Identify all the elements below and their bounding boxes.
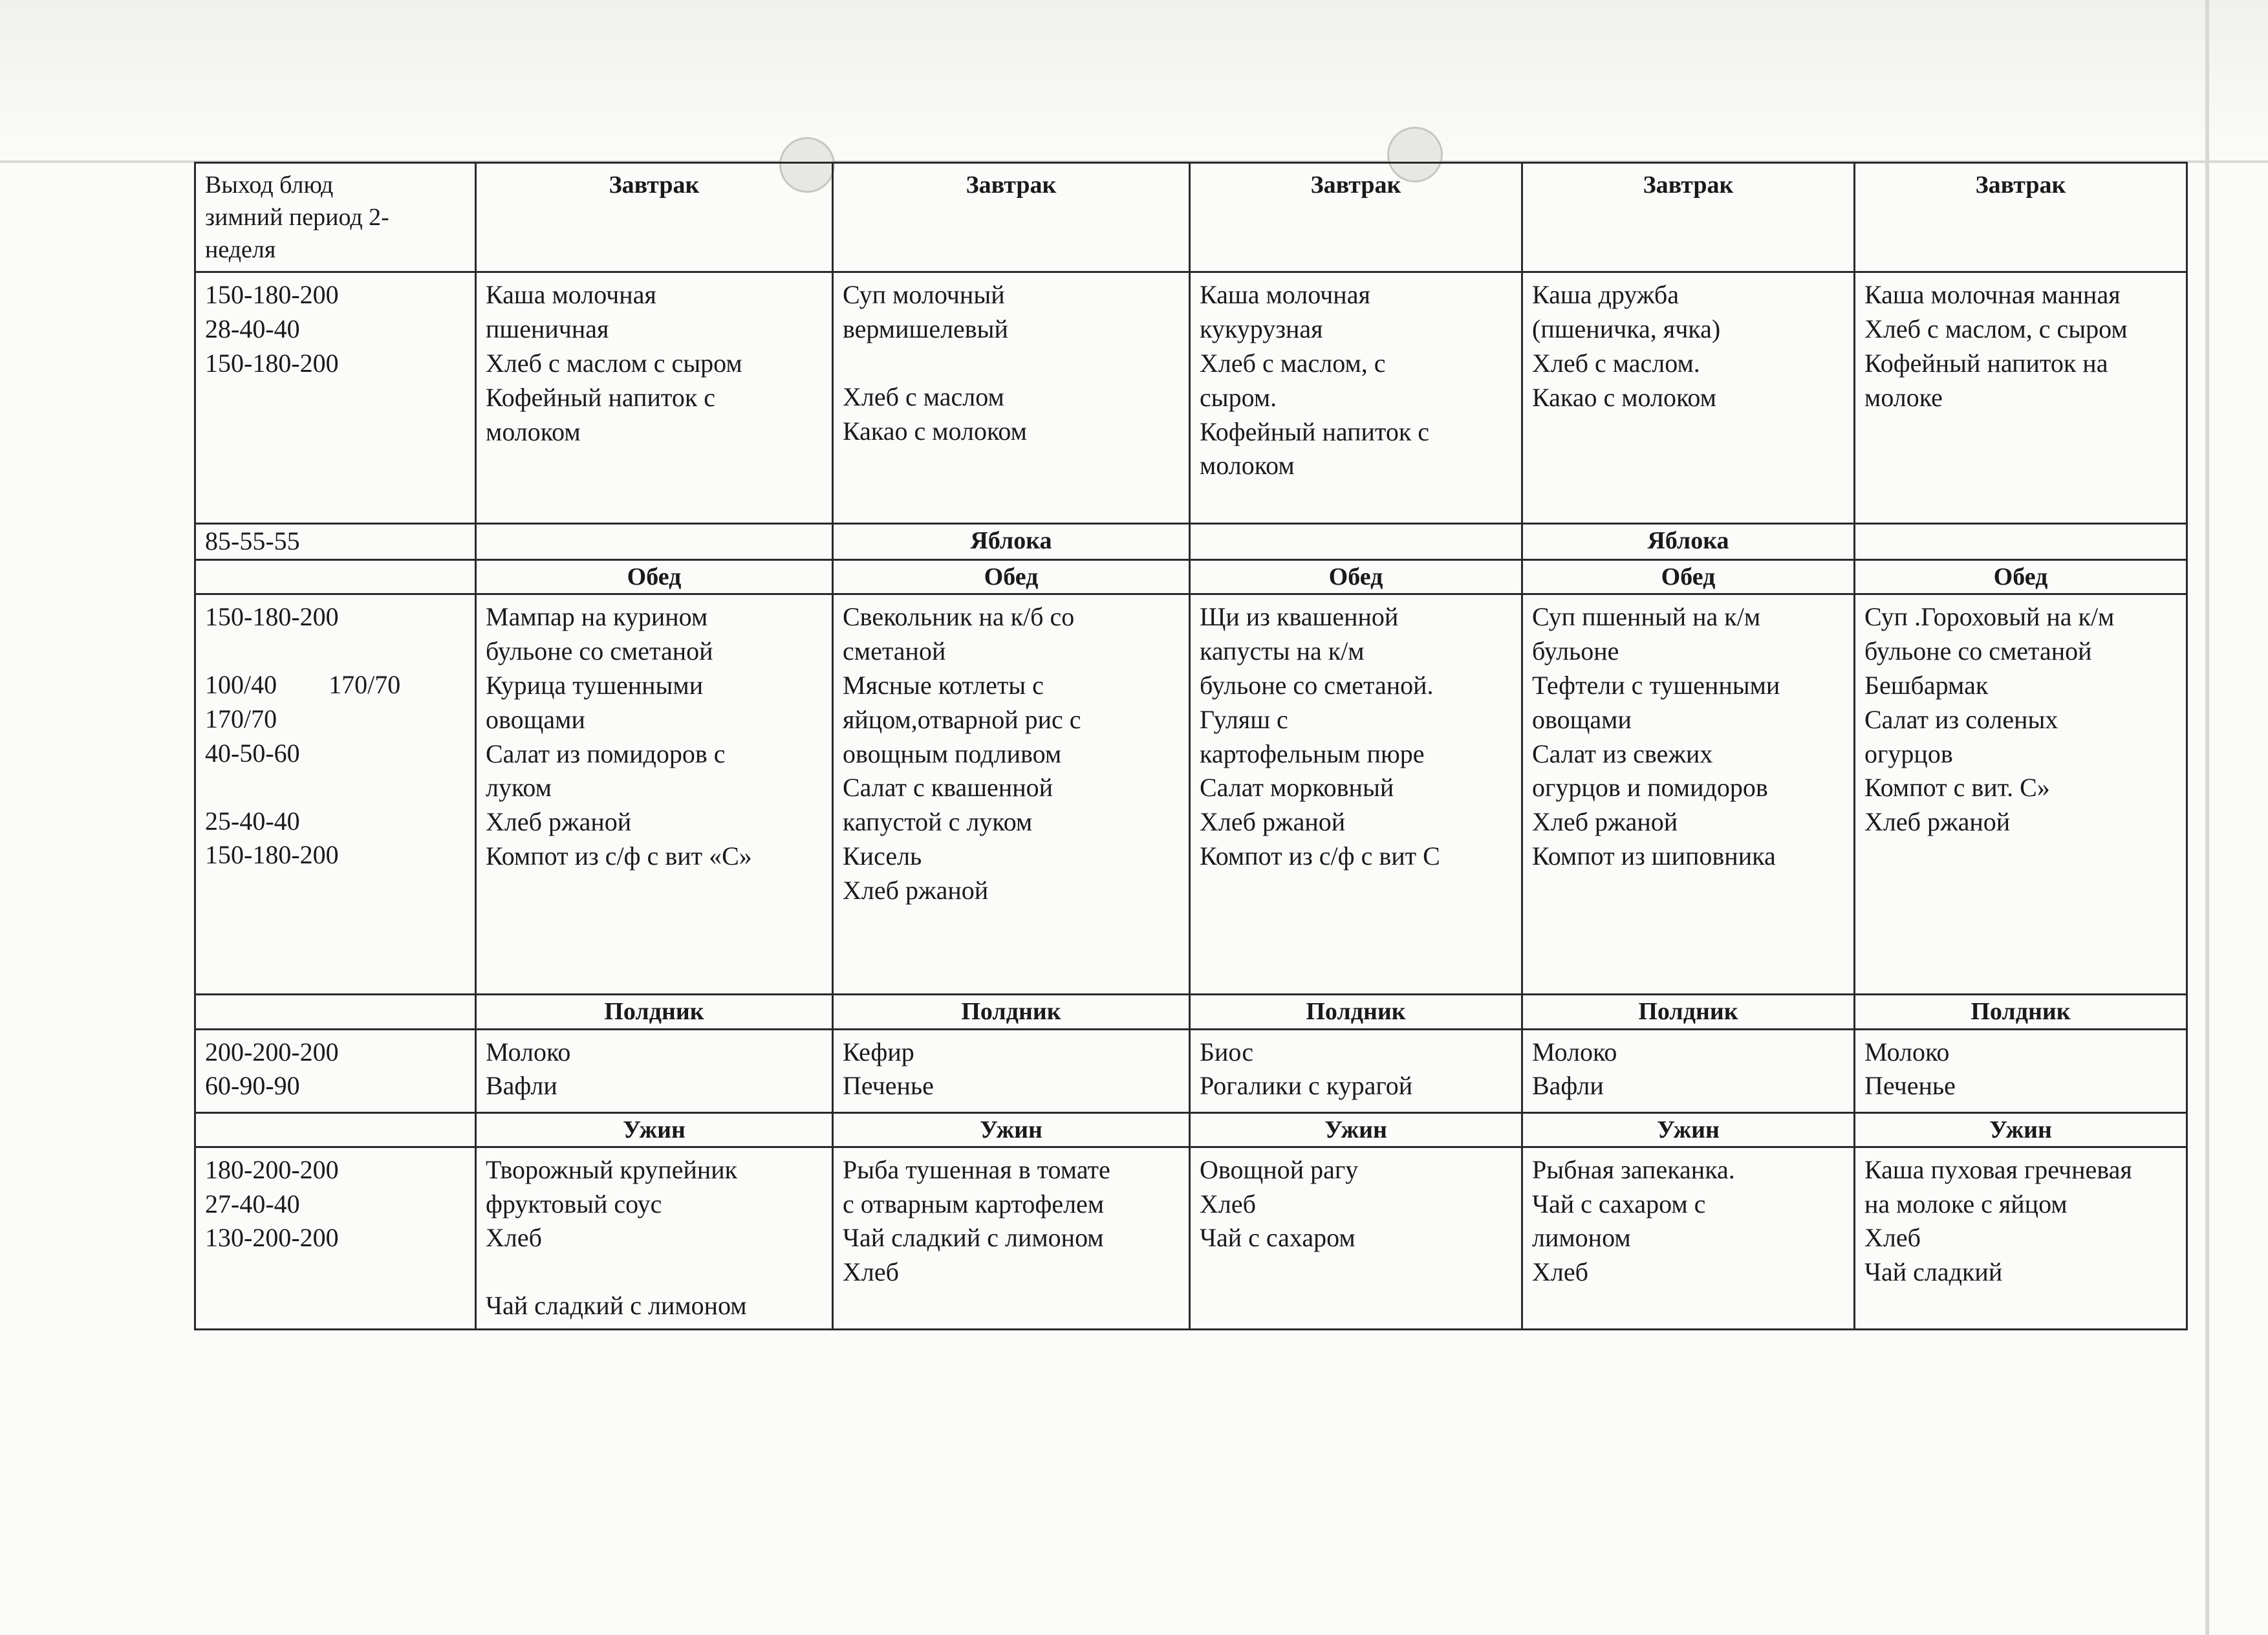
dish-line: Чай с сахаром: [1200, 1223, 1355, 1253]
dish-line: огурцов и помидоров: [1532, 773, 1768, 803]
snack-header: Полдник: [1522, 995, 1855, 1029]
dish-line: Тефтели с тушенными: [1532, 671, 1780, 700]
fruit-empty-cell: [1190, 524, 1522, 560]
weight-line: 28-40-40: [205, 314, 300, 344]
dish-line: Салат из соленых: [1864, 704, 2058, 734]
dinner-day-cell: [476, 1147, 833, 1329]
breakfast-day-cell: [833, 272, 1190, 524]
dish-line: Кисель: [843, 841, 922, 871]
snack-header: Полдник: [1855, 995, 2187, 1029]
dish-line: Кефир: [843, 1037, 914, 1067]
dish-line: молоке: [1864, 382, 1943, 412]
dish-line: бульоне со сметаной: [486, 636, 713, 666]
dish-line: Мампар на курином: [486, 602, 708, 632]
weight-line: 150-180-200: [205, 602, 339, 632]
snack-day-cell: [1522, 1029, 1855, 1112]
dinner-header-empty: [195, 1112, 476, 1147]
dinner-day-cell: [833, 1147, 1190, 1329]
lunch-day-cell: [1522, 594, 1855, 995]
dinner-day-cell: [1855, 1147, 2187, 1329]
dish-line: Каша молочная: [1200, 280, 1370, 310]
snack-header-empty: [195, 995, 476, 1029]
weight-line: 27-40-40: [205, 1189, 300, 1218]
dish-line: лимоном: [1532, 1223, 1631, 1253]
weight-line: 170/70: [205, 704, 277, 734]
dish-line: сыром.: [1200, 382, 1277, 412]
dish-line: бульоне: [1532, 636, 1619, 666]
dish-line: Компот из с/ф с вит «С»: [486, 841, 752, 871]
dish-line: Печенье: [843, 1071, 934, 1101]
snack-header-row: [195, 995, 2187, 1029]
snack-day-cell: [1855, 1029, 2187, 1112]
dish-line: капустой с луком: [843, 807, 1033, 837]
dish-line: (пшеничка, ячка): [1532, 314, 1721, 344]
dish-line: Щи из квашенной: [1200, 602, 1399, 632]
menu-table: [194, 162, 2188, 1330]
dish-line: овощным подливом: [843, 739, 1062, 768]
dish-line: Молоко: [1532, 1037, 1617, 1067]
dish-line: яйцом,отварной рис с: [843, 704, 1081, 734]
paper-right-edge: [2205, 0, 2209, 1635]
dinner-header: Ужин: [1190, 1112, 1522, 1147]
lunch-header: Обед: [476, 560, 833, 594]
dish-line: Чай с сахаром с: [1532, 1189, 1706, 1218]
dish-line: Салат морковный: [1200, 773, 1394, 803]
dish-line: картофельным пюре: [1200, 739, 1425, 768]
dish-line: бульоне со сметаной: [1864, 636, 2092, 666]
dish-line: молоком: [1200, 451, 1295, 481]
dinner-day-cell: [1190, 1147, 1522, 1329]
blank-line: [486, 1255, 823, 1289]
dish-line: Салат из свежих: [1532, 739, 1713, 768]
dish-line: на молоке с яйцом: [1864, 1189, 2068, 1218]
dish-line: огурцов: [1864, 739, 1953, 768]
dish-line: Свекольник на к/б со: [843, 602, 1075, 632]
weight-line: 100/40 170/70: [205, 670, 401, 700]
dish-line: Хлеб: [486, 1223, 542, 1253]
dish-line: Хлеб с маслом: [843, 382, 1004, 412]
dinner-header: Ужин: [1855, 1112, 2187, 1147]
snack-header: Полдник: [1190, 995, 1522, 1029]
lunch-header: Обед: [833, 560, 1190, 594]
dish-line: Салат из помидоров с: [486, 739, 726, 768]
dish-line: Суп пшенный на к/м: [1532, 602, 1761, 632]
snack-header: Полдник: [833, 995, 1190, 1029]
dish-line: Суп .Гороховый на к/м: [1864, 602, 2115, 632]
snack-day-cell: [1190, 1029, 1522, 1112]
dish-line: Рогалики с курагой: [1200, 1071, 1413, 1101]
dinner-header: Ужин: [1522, 1112, 1855, 1147]
dish-line: Биос: [1200, 1037, 1254, 1067]
blank-line: [205, 634, 466, 668]
dish-line: сметаной: [843, 636, 946, 666]
dish-line: Хлеб с маслом, с сыром: [1864, 314, 2128, 344]
fruit-label-cell: Яблока: [1522, 524, 1855, 560]
dish-line: Какао с молоком: [843, 416, 1027, 446]
lunch-header: Обед: [1190, 560, 1522, 594]
dish-line: Хлеб с маслом с сыром: [486, 349, 742, 378]
breakfast-row: [195, 272, 2187, 524]
dish-line: Молоко: [486, 1037, 571, 1067]
dish-line: Компот с вит. С»: [1864, 773, 2050, 803]
dish-line: Чай сладкий: [1864, 1257, 2003, 1287]
blank-line: [205, 771, 466, 805]
dish-line: бульоне со сметаной.: [1200, 671, 1434, 700]
weight-line: 60-90-90: [205, 1071, 300, 1101]
dish-line: Рыба тушенная в томате: [843, 1154, 1110, 1184]
lunch-day-cell: [476, 594, 833, 995]
dish-line: Кофейный напиток на: [1864, 349, 2108, 378]
snack-row: [195, 1029, 2187, 1112]
dinner-weights-cell: [195, 1147, 476, 1329]
day-header: Завтрак: [833, 163, 1190, 272]
weight-line: 150-180-200: [205, 349, 339, 378]
dinner-header: Ужин: [833, 1112, 1190, 1147]
weight-line: 150-180-200: [205, 280, 339, 310]
dish-line: Вафли: [486, 1071, 557, 1101]
dish-line: овощами: [486, 704, 585, 734]
day-header: Завтрак: [1855, 163, 2187, 272]
weight-line: 150-180-200: [205, 840, 339, 870]
dish-line: Суп молочный: [843, 280, 1005, 310]
yield-header-line: Выход блюд: [205, 171, 334, 199]
lunch-header: Обед: [1855, 560, 2187, 594]
breakfast-weights-cell: [195, 272, 476, 524]
dish-line: вермишелевый: [843, 314, 1008, 344]
snack-header: Полдник: [476, 995, 833, 1029]
dish-line: Рыбная запеканка.: [1532, 1154, 1735, 1184]
dish-line: Каша пуховая гречневая: [1864, 1154, 2132, 1184]
lunch-header: Обед: [1522, 560, 1855, 594]
dish-line: Чай сладкий с лимоном: [843, 1223, 1104, 1253]
dish-line: Печенье: [1864, 1071, 1956, 1101]
snack-day-cell: [833, 1029, 1190, 1112]
lunch-day-cell: [833, 594, 1190, 995]
fruit-label-cell: Яблока: [833, 524, 1190, 560]
dish-line: Курица тушенными: [486, 671, 704, 700]
dish-line: Компот из с/ф с вит С: [1200, 841, 1440, 871]
lunch-header-empty: [195, 560, 476, 594]
dish-line: пшеничная: [486, 314, 609, 344]
dish-line: Каша дружба: [1532, 280, 1679, 310]
dish-line: Хлеб: [1532, 1257, 1588, 1287]
dish-line: кукурузная: [1200, 314, 1323, 344]
yield-header-line: неделя: [205, 236, 276, 264]
breakfast-day-cell: [1522, 272, 1855, 524]
dish-line: Хлеб: [1200, 1189, 1256, 1218]
dish-line: Кофейный напиток с: [1200, 417, 1430, 446]
dish-line: Хлеб с маслом, с: [1200, 349, 1386, 378]
dish-line: с отварным картофелем: [843, 1189, 1105, 1218]
breakfast-day-cell: [1190, 272, 1522, 524]
dish-line: Хлеб: [843, 1257, 899, 1287]
dish-line: Каша молочная: [486, 280, 656, 310]
lunch-weights-cell: [195, 594, 476, 995]
dish-line: Какао с молоком: [1532, 382, 1716, 412]
dish-line: Хлеб ржаной: [843, 875, 989, 905]
fruit-row: [195, 524, 2187, 560]
breakfast-day-cell: [1855, 272, 2187, 524]
dinner-header: Ужин: [476, 1112, 833, 1147]
snack-day-cell: [476, 1029, 833, 1112]
dish-line: Каша молочная манная: [1864, 280, 2121, 310]
yield-header-cell: [195, 163, 476, 272]
breakfast-day-cell: [476, 272, 833, 524]
dish-line: Бешбармак: [1864, 671, 1989, 700]
day-header: Завтрак: [476, 163, 833, 272]
dish-line: Хлеб с маслом.: [1532, 349, 1700, 378]
fruit-weights-cell: 85-55-55: [195, 524, 476, 560]
day-header: Завтрак: [1522, 163, 1855, 272]
dish-line: луком: [486, 773, 552, 803]
dish-line: Хлеб ржаной: [1864, 807, 2011, 837]
dish-line: Хлеб: [1864, 1223, 1921, 1253]
weight-line: 40-50-60: [205, 738, 300, 768]
dish-line: Кофейный напиток с: [486, 382, 716, 412]
weight-line: 200-200-200: [205, 1037, 339, 1067]
dish-line: Салат с квашенной: [843, 773, 1053, 803]
dish-line: Чай сладкий с лимоном: [486, 1291, 747, 1321]
blank-line: [843, 347, 1180, 380]
dish-line: Хлеб ржаной: [486, 807, 632, 837]
dish-line: Вафли: [1532, 1071, 1604, 1101]
dish-line: Мясные котлеты с: [843, 671, 1044, 700]
fruit-empty-cell: [1855, 524, 2187, 560]
page-top-shadow: [0, 0, 2268, 162]
dish-line: Хлеб ржаной: [1200, 807, 1346, 837]
dish-line: Овощной рагу: [1200, 1154, 1359, 1184]
dish-line: капусты на к/м: [1200, 636, 1365, 666]
dish-line: Хлеб ржаной: [1532, 807, 1678, 837]
dish-line: Компот из шиповника: [1532, 841, 1776, 871]
header-row: [195, 163, 2187, 272]
dinner-header-row: [195, 1112, 2187, 1147]
dish-line: Гуляш с: [1200, 704, 1288, 734]
lunch-day-cell: [1855, 594, 2187, 995]
dish-line: овощами: [1532, 704, 1632, 734]
fruit-empty-cell: [476, 524, 833, 560]
dish-line: Молоко: [1864, 1037, 1950, 1067]
dish-line: Творожный крупейник: [486, 1154, 738, 1184]
yield-header-line: зимний период 2-: [205, 204, 389, 232]
dinner-row: [195, 1147, 2187, 1329]
dinner-day-cell: [1522, 1147, 1855, 1329]
day-header: Завтрак: [1190, 163, 1522, 272]
weight-line: 180-200-200: [205, 1154, 339, 1184]
lunch-row: [195, 594, 2187, 995]
lunch-header-row: [195, 560, 2187, 594]
weight-line: 25-40-40: [205, 806, 300, 836]
lunch-day-cell: [1190, 594, 1522, 995]
dish-line: фруктовый соус: [486, 1189, 662, 1218]
weight-line: 130-200-200: [205, 1223, 339, 1253]
dish-line: молоком: [486, 417, 581, 446]
snack-weights-cell: [195, 1029, 476, 1112]
